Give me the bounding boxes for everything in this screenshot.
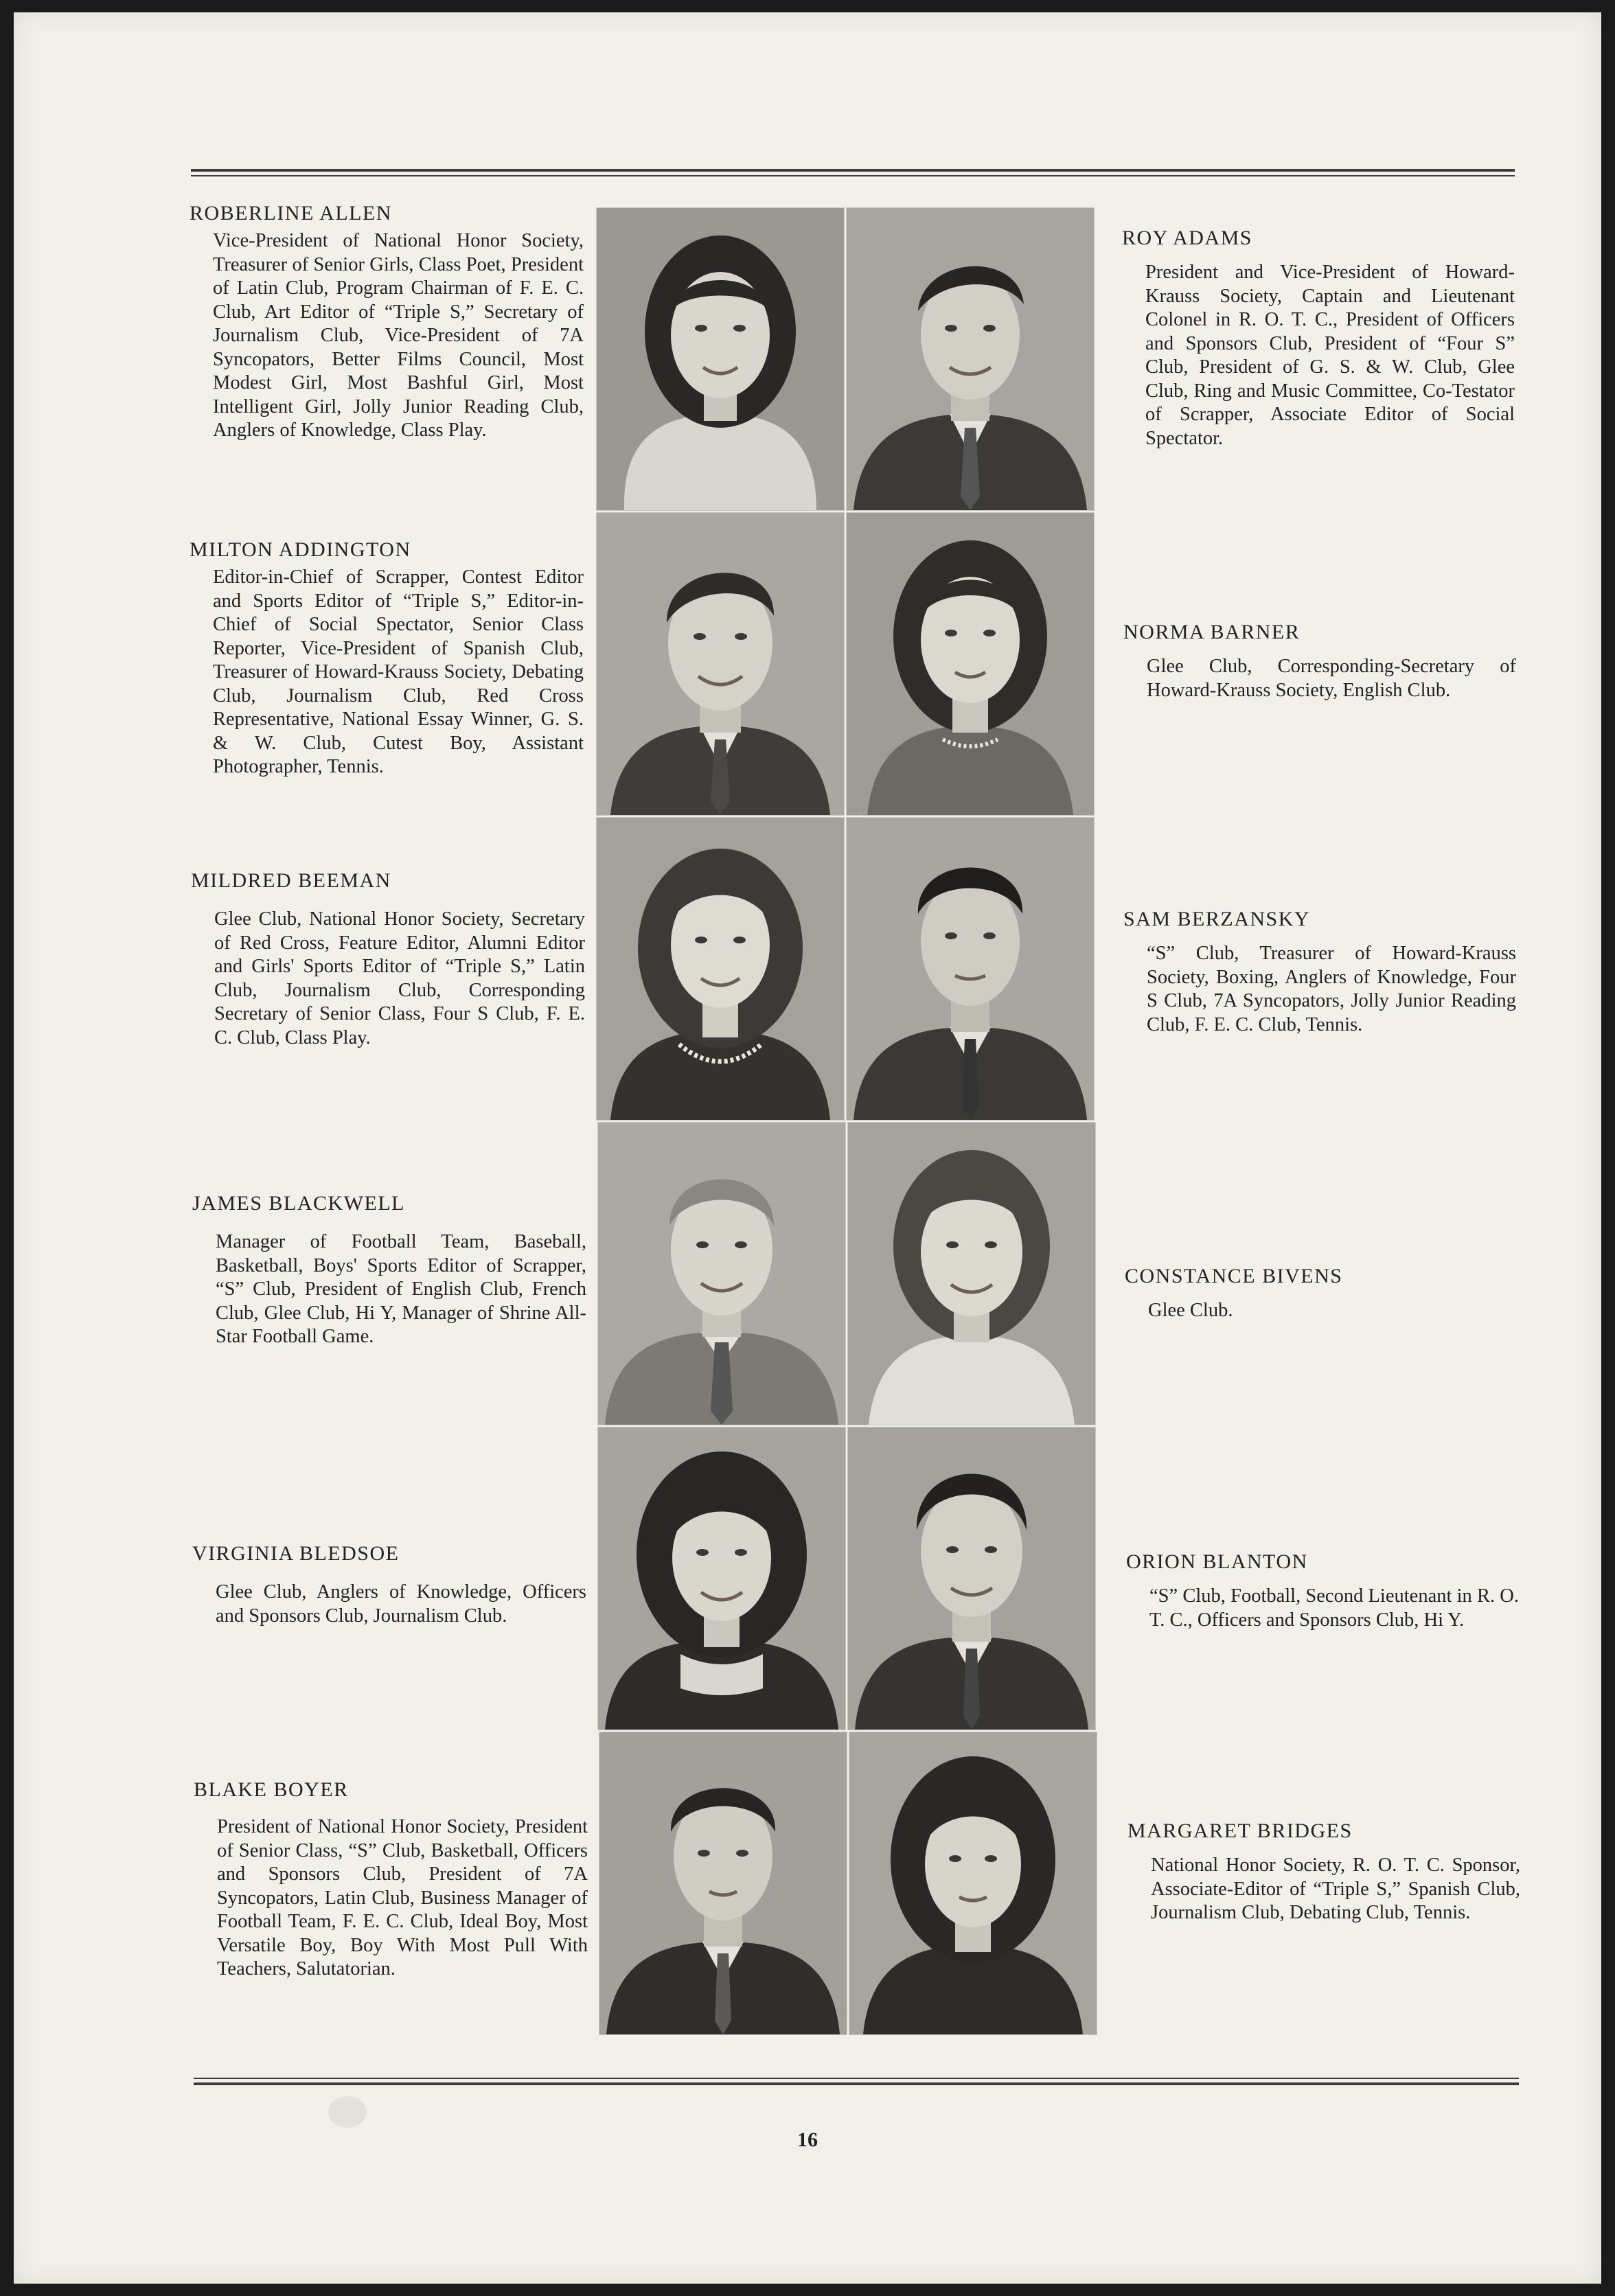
student-activities: President and Vice-President of Howard-Krauss Society, Captain and Lieutenant Colonel in R. O. T. C., President of Officers and Sponsors Club, President of “Four S” Club, President of G. S. & W. Club, Glee Club, Ring and Music Committee, Co-Testator of Scrapper, Associate Editor of Social Spectator. (1145, 262, 1515, 449)
student-entry (190, 202, 584, 443)
student-activities: Editor-in-Chief of Scrapper, Contest Editor and Sports Editor of “Triple S,” Editor-in-Chief of Social Spectator, Senior Class Reporter, Vice-President of Spanish Club, Treasurer of Howard-Krauss Society, Debating Club, Journalism Club, Red Cross Representative, National Essay Winner, G. S. & W. Club, Cutest Boy, Assistant Photographer, Tennis. (213, 566, 584, 777)
portrait-photo-left (596, 817, 845, 1121)
student-entry (192, 1542, 586, 1628)
portrait-photo-right (846, 817, 1095, 1121)
student-name: JAMES BLACKWELL (192, 1192, 405, 1215)
portrait-photo-right (847, 1427, 1096, 1730)
student-activities: Glee Club, Corresponding-Secretary of Howard-Krauss Society, English Club. (1147, 656, 1516, 701)
student-entry (1122, 227, 1515, 450)
top-rule (191, 169, 1515, 180)
student-entry (1127, 1819, 1520, 1925)
student-activities: Manager of Football Team, Baseball, Basketball, Boys' Sports Editor of Scrapper, “S” Club, President of English Club, French Club, Glee Club, Hi Y, Manager of Shrine All-Star Football Game. (216, 1231, 586, 1347)
portrait-photo-left (597, 1122, 846, 1425)
student-name: CONSTANCE BIVENS (1125, 1265, 1343, 1287)
student-name: MILDRED BEEMAN (191, 869, 391, 892)
portrait-photo-icon (597, 208, 844, 510)
bottom-rule (194, 2078, 1519, 2089)
student-activities: Glee Club, National Honor Society, Secretary of Red Cross, Feature Editor, Alumni Editor and Girls' Sports Editor of “Triple S,” Latin Club, Journalism Club, Corresponding Secretary of Senior Class, Four S Club, F. E. C. Club, Class Play. (214, 908, 585, 1048)
student-entry (1123, 621, 1516, 702)
student-name: MILTON ADDINGTON (190, 538, 411, 561)
page-number: 16 (797, 2128, 818, 2151)
student-activities: “S” Club, Treasurer of Howard-Krauss Society, Boxing, Anglers of Knowledge, Four S Club, 7A Syncopators, Jolly Junior Reading Club, F. E. C. Club, Tennis. (1147, 943, 1516, 1035)
student-name: NORMA BARNER (1123, 621, 1301, 643)
student-activities: Vice-President of National Honor Society, Treasurer of Senior Girls, Class Poet, President of Latin Club, Program Chairman of F. E. C. Club, Art Editor of “Triple S,” Secretary of Journalism Club, Vice-President of 7A Syncopators, Better Films Council, Most Modest Girl, Most Bashful Girl, Most Intelligent Girl, Jolly Junior Reading Club, Anglers of Knowledge, Class Play. (213, 230, 584, 441)
portrait-photo-left (597, 1427, 846, 1730)
student-entry (1123, 908, 1516, 1037)
student-entry (1126, 1550, 1519, 1632)
student-name: ROY ADAMS (1122, 227, 1252, 249)
portrait-photo-left (599, 1732, 847, 2035)
student-entry (192, 1192, 586, 1349)
portrait-photo-right (849, 1732, 1097, 2035)
student-name: BLAKE BOYER (194, 1778, 349, 1801)
student-entry (194, 1778, 588, 1982)
portrait-photo-left (596, 207, 845, 511)
portrait-photo-left (596, 512, 845, 816)
student-name: SAM BERZANSKY (1123, 908, 1311, 930)
yearbook-page (14, 12, 1601, 2284)
portrait-photo-right (846, 207, 1095, 511)
student-name: VIRGINIA BLEDSOE (192, 1542, 400, 1565)
student-name: MARGARET BRIDGES (1127, 1819, 1353, 1842)
student-entry (1125, 1265, 1517, 1323)
portrait-photo-right (846, 512, 1095, 816)
student-entry (191, 869, 585, 1050)
student-activities: Glee Club. (1148, 1300, 1233, 1321)
student-name: ROBERLINE ALLEN (190, 202, 392, 225)
student-activities: National Honor Society, R. O. T. C. Sponsor, Associate-Editor of “Triple S,” Spanish Club, Journalism Club, Debating Club, Tennis. (1151, 1855, 1520, 1923)
student-activities: Glee Club, Anglers of Knowledge, Officers and Sponsors Club, Journalism Club. (216, 1581, 586, 1627)
paper-smudge (328, 2096, 367, 2128)
portrait-photo-right (847, 1122, 1096, 1425)
student-name: ORION BLANTON (1126, 1550, 1308, 1573)
student-activities: “S” Club, Football, Second Lieutenant in R. O. T. C., Officers and Sponsors Club, Hi Y. (1149, 1585, 1519, 1631)
student-entry (190, 538, 584, 779)
student-activities: President of National Honor Society, President of Senior Class, “S” Club, Basketball, Officers and Sponsors Club, President of 7A Syncopators, Latin Club, Business Manager of Football Team, F. E. C. Club, Ideal Boy, Most Versatile Boy, Boy With Most Pull With Teachers, Salutatorian. (217, 1816, 588, 1979)
